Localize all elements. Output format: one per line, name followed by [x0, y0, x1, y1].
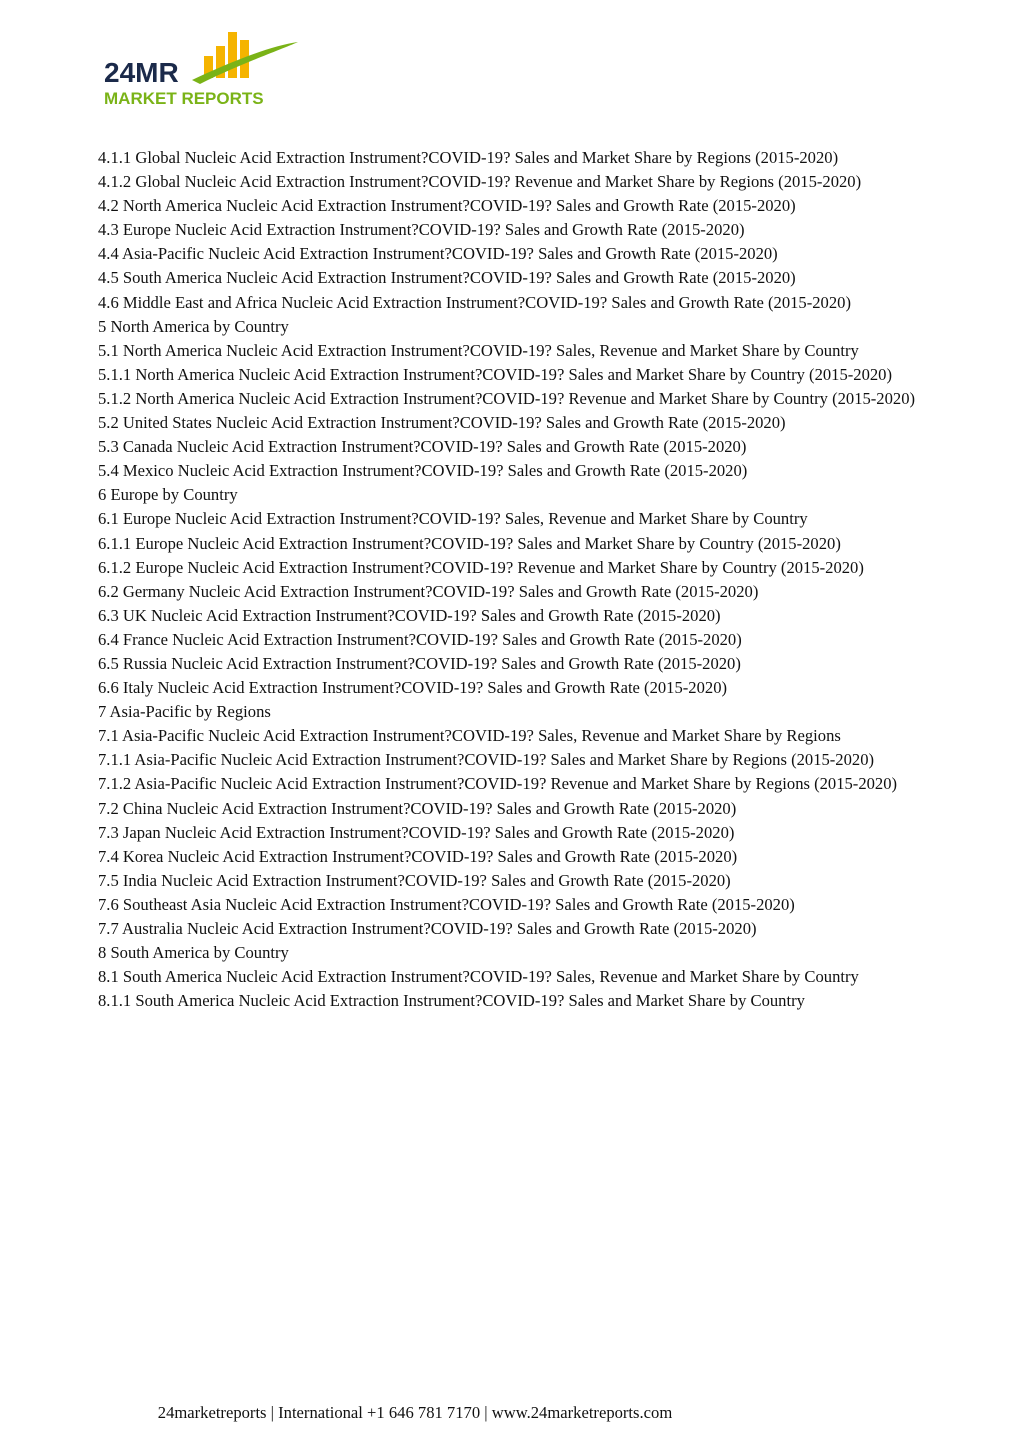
toc-entry: 7.4 Korea Nucleic Acid Extraction Instrument?COVID-19? Sales and Growth Rate (2015-2020): [98, 846, 738, 866]
toc-entry: 5.1.1 North America Nucleic Acid Extraction Instrument?COVID-19? Sales and Market Share by Country (2015-2020): [98, 364, 892, 384]
toc-entry: 4.4 Asia-Pacific Nucleic Acid Extraction Instrument?COVID-19? Sales and Growth Rate (2015-2020): [98, 244, 778, 264]
toc-entry: 5.1 North America Nucleic Acid Extraction Instrument?COVID-19? Sales, Revenue and Market Share by Country: [98, 340, 859, 360]
toc-entry: 4.1.1 Global Nucleic Acid Extraction Instrument?COVID-19? Sales and Market Share by Regions (2015-2020): [98, 148, 839, 167]
toc-entry: 6.1 Europe Nucleic Acid Extraction Instrument?COVID-19? Sales, Revenue and Market Share by Country: [98, 509, 808, 529]
toc-entry: 5 North America by Country: [98, 316, 289, 336]
toc-entry: 5.1.2 North America Nucleic Acid Extraction Instrument?COVID-19? Revenue and Market Share by Country (2015-2020): [98, 388, 916, 408]
toc-entry: 7.1 Asia-Pacific Nucleic Acid Extraction Instrument?COVID-19? Sales, Revenue and Market Share by Regions: [98, 726, 841, 746]
toc-entry: 5.2 United States Nucleic Acid Extraction Instrument?COVID-19? Sales and Growth Rate (2015-2020): [98, 413, 786, 433]
logo-bar-3: [228, 32, 237, 78]
logo-mark-text: 24MR: [104, 57, 179, 88]
toc-entry: 4.5 South America Nucleic Acid Extraction Instrument?COVID-19? Sales and Growth Rate (2015-2020): [98, 268, 796, 288]
logo-graphic: [100, 28, 310, 108]
toc-entry: 6.1.1 Europe Nucleic Acid Extraction Instrument?COVID-19? Sales and Market Share by Country (2015-2020): [98, 533, 841, 553]
toc-entry: 6.6 Italy Nucleic Acid Extraction Instrument?COVID-19? Sales and Growth Rate (2015-2020): [98, 678, 728, 698]
toc-entry: 6.4 France Nucleic Acid Extraction Instrument?COVID-19? Sales and Growth Rate (2015-2020): [98, 629, 742, 649]
toc-entry: 4.1.2 Global Nucleic Acid Extraction Instrument?COVID-19? Revenue and Market Share by Regions (2015-2020): [98, 172, 862, 192]
toc-entry: 5.3 Canada Nucleic Acid Extraction Instrument?COVID-19? Sales and Growth Rate (2015-2020): [98, 437, 747, 457]
toc-entry: 6.2 Germany Nucleic Acid Extraction Instrument?COVID-19? Sales and Growth Rate (2015-2020): [98, 581, 759, 601]
toc-entry: 7.1.2 Asia-Pacific Nucleic Acid Extraction Instrument?COVID-19? Revenue and Market Share by Regions (2015-2020): [98, 774, 898, 794]
toc-entry: 8.1 South America Nucleic Acid Extraction Instrument?COVID-19? Sales, Revenue and Market Share by Country: [98, 967, 859, 987]
toc-entry: 7.5 India Nucleic Acid Extraction Instrument?COVID-19? Sales and Growth Rate (2015-2020): [98, 870, 731, 890]
toc-entry: 7 Asia-Pacific by Regions: [98, 702, 271, 722]
toc-entry: 6.5 Russia Nucleic Acid Extraction Instrument?COVID-19? Sales and Growth Rate (2015-2020): [98, 653, 741, 673]
toc-entry: 5.4 Mexico Nucleic Acid Extraction Instrument?COVID-19? Sales and Growth Rate (2015-2020): [98, 461, 748, 481]
toc-entry: 7.3 Japan Nucleic Acid Extraction Instrument?COVID-19? Sales and Growth Rate (2015-2020): [98, 822, 735, 842]
toc-entry: 7.1.1 Asia-Pacific Nucleic Acid Extraction Instrument?COVID-19? Sales and Market Share by Regions (2015-2020): [98, 750, 875, 770]
table-of-contents: [98, 146, 926, 1013]
toc-entry: 4.3 Europe Nucleic Acid Extraction Instrument?COVID-19? Sales and Growth Rate (2015-2020): [98, 220, 745, 240]
toc-entry: 8 South America by Country: [98, 943, 289, 963]
toc-entry: 7.7 Australia Nucleic Acid Extraction Instrument?COVID-19? Sales and Growth Rate (2015-2020): [98, 919, 757, 938]
toc-entry: 6 Europe by Country: [98, 485, 238, 505]
toc-entry: 6.1.2 Europe Nucleic Acid Extraction Instrument?COVID-19? Revenue and Market Share by Country (2015-2020): [98, 557, 864, 577]
toc-entry: 4.2 North America Nucleic Acid Extraction Instrument?COVID-19? Sales and Growth Rate (2015-2020): [98, 196, 796, 216]
toc-entry: 6.3 UK Nucleic Acid Extraction Instrument?COVID-19? Sales and Growth Rate (2015-2020): [98, 605, 721, 625]
toc-entry: 7.6 Southeast Asia Nucleic Acid Extraction Instrument?COVID-19? Sales and Growth Rate (2015-2020): [98, 894, 795, 914]
toc-entry: 7.2 China Nucleic Acid Extraction Instrument?COVID-19? Sales and Growth Rate (2015-2020): [98, 798, 737, 818]
toc-entry: 4.6 Middle East and Africa Nucleic Acid Extraction Instrument?COVID-19? Sales and Growth Rate (2015-2020): [98, 292, 851, 312]
logo-sub-text: MARKET REPORTS: [104, 89, 264, 108]
company-logo: [100, 28, 310, 108]
toc-entry: 8.1.1 South America Nucleic Acid Extraction Instrument?COVID-19? Sales and Market Share by Country: [98, 991, 805, 1011]
page-footer: 24marketreports | International +1 646 781 7170 | www.24marketreports.com: [157, 1403, 673, 1422]
